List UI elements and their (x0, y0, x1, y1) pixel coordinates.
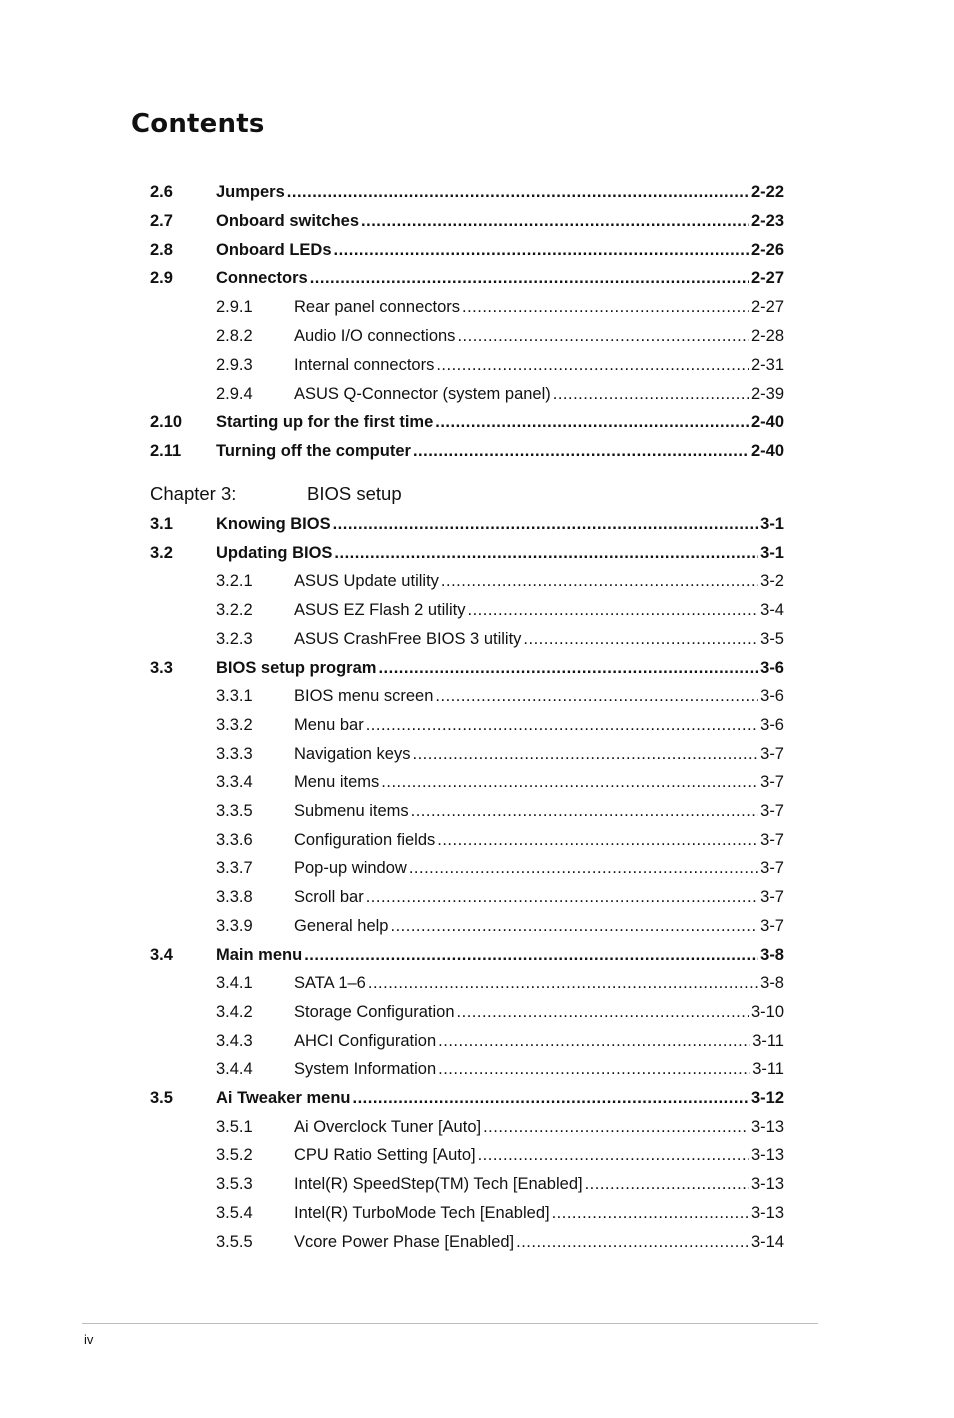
dot-leader (378, 656, 758, 680)
toc-subsection-entry[interactable] (0, 1172, 954, 1196)
toc-section-entry[interactable] (0, 266, 954, 290)
entry-line (216, 266, 784, 290)
dot-leader (585, 1172, 749, 1196)
dot-leader (438, 1057, 750, 1081)
dot-leader (435, 410, 749, 434)
dot-leader (353, 1086, 749, 1110)
toc-subsection-entry[interactable] (0, 885, 954, 909)
entry-page-number: 3-13 (750, 1203, 784, 1222)
entry-number: 3.3.3 (216, 744, 253, 763)
entry-title: Main menu (216, 945, 303, 964)
entry-title: Rear panel connectors (294, 298, 461, 317)
entry-title: Menu items (294, 773, 380, 792)
dot-leader (413, 439, 749, 463)
entry-line (294, 713, 784, 737)
dot-leader (361, 209, 749, 233)
dot-leader (457, 324, 749, 348)
entry-line (216, 439, 784, 463)
toc-subsection-entry[interactable] (0, 1057, 954, 1081)
entry-line (294, 856, 784, 880)
entry-title: System Information (294, 1060, 437, 1079)
entry-number: 3.5.5 (216, 1232, 253, 1251)
chapter-title: BIOS setup (307, 483, 402, 504)
entry-page-number: 3-13 (750, 1117, 784, 1136)
entry-number: 3.4.2 (216, 1002, 253, 1021)
entry-line (294, 353, 784, 377)
toc-subsection-entry[interactable] (0, 324, 954, 348)
entry-number: 3.4.1 (216, 974, 253, 993)
entry-line (216, 1086, 784, 1110)
toc-subsection-entry[interactable] (0, 742, 954, 766)
entry-line (294, 627, 784, 651)
entry-title: Onboard LEDs (216, 240, 332, 259)
entry-page-number: 3-6 (760, 658, 784, 677)
entry-page-number: 2-22 (750, 183, 784, 201)
entry-title: BIOS setup program (216, 658, 377, 677)
entry-title: Configuration fields (294, 830, 436, 849)
entry-line (294, 1230, 784, 1254)
dot-leader (287, 180, 749, 204)
entry-title: Updating BIOS (216, 543, 333, 562)
dot-leader (334, 238, 749, 262)
dot-leader (436, 353, 749, 377)
dot-leader (333, 512, 759, 536)
entry-title: Menu bar (294, 715, 364, 734)
toc-subsection-entry[interactable] (0, 1201, 954, 1225)
toc-subsection-entry[interactable] (0, 598, 954, 622)
dot-leader (390, 914, 758, 938)
toc-subsection-entry[interactable] (0, 627, 954, 651)
toc-section-entry[interactable] (0, 656, 954, 680)
entry-title: Starting up for the first time (216, 413, 434, 432)
dot-leader (441, 569, 758, 593)
dot-leader (334, 541, 758, 565)
toc-section-entry[interactable] (0, 1086, 954, 1110)
entry-page-number: 3-7 (760, 888, 784, 907)
entry-page-number: 3-12 (750, 1089, 784, 1107)
toc-subsection-entry[interactable] (0, 770, 954, 794)
entry-page-number: 2-31 (750, 355, 784, 374)
entry-line (216, 943, 784, 967)
entry-page-number: 3-2 (760, 572, 784, 591)
entry-title: Intel(R) TurboMode Tech [Enabled] (294, 1203, 550, 1222)
entry-page-number: 2-23 (750, 211, 784, 230)
entry-title: Audio I/O connections (294, 327, 456, 345)
dot-leader (368, 971, 758, 995)
entry-page-number: 3-7 (760, 859, 784, 878)
toc-subsection-entry[interactable] (0, 971, 954, 995)
entry-line (294, 914, 784, 938)
dot-leader (366, 885, 758, 909)
entry-number: 3.2 (150, 543, 173, 562)
entry-title: Knowing BIOS (216, 515, 331, 533)
entry-line (216, 209, 784, 233)
entry-page-number: 3-10 (750, 1002, 784, 1021)
dot-leader (438, 1029, 750, 1053)
dot-leader (462, 295, 749, 319)
entry-number: 2.10 (150, 413, 183, 432)
page-number: iv (84, 1332, 94, 1347)
footer-divider (82, 1323, 818, 1324)
toc-subsection-entry[interactable] (0, 353, 954, 377)
entry-page-number: 3-11 (752, 1060, 784, 1079)
entry-page-number: 3-1 (760, 515, 784, 533)
entry-number: 3.3.2 (216, 715, 253, 734)
dot-leader (552, 1201, 749, 1225)
toc-section-entry[interactable] (0, 541, 954, 565)
entry-line (294, 569, 784, 593)
entry-number: 3.3.1 (216, 687, 253, 706)
entry-title: ASUS Q-Connector (system panel) (294, 384, 551, 403)
entry-line (294, 1057, 784, 1081)
entry-line (294, 295, 784, 319)
entry-number: 2.9 (150, 269, 173, 288)
toc-section-entry[interactable] (0, 943, 954, 967)
entry-page-number: 3-1 (760, 543, 784, 562)
entry-line (294, 1201, 784, 1225)
toc-subsection-entry[interactable] (0, 799, 954, 823)
entry-page-number: 3-13 (750, 1146, 784, 1165)
dot-leader (412, 742, 758, 766)
entry-page-number: 3-7 (760, 744, 784, 763)
entry-title: CPU Ratio Setting [Auto] (294, 1146, 476, 1165)
entry-page-number: 3-4 (760, 601, 784, 620)
entry-title: Turning off the computer (216, 442, 411, 461)
entry-number: 3.4.3 (216, 1031, 253, 1050)
entry-title: Onboard switches (216, 211, 360, 230)
entry-number: 2.6 (150, 183, 173, 201)
entry-line (294, 885, 784, 909)
entry-title: Ai Tweaker menu (216, 1089, 351, 1107)
entry-line (294, 770, 784, 794)
entry-number: 3.2.1 (216, 572, 253, 591)
entry-page-number: 2-39 (750, 384, 784, 403)
entry-page-number: 3-13 (750, 1175, 784, 1194)
entry-title: ASUS CrashFree BIOS 3 utility (294, 629, 522, 648)
entry-title: BIOS menu screen (294, 687, 434, 706)
entry-number: 3.1 (150, 515, 173, 533)
entry-line (294, 1000, 784, 1024)
toc-subsection-entry[interactable] (0, 382, 954, 406)
entry-line (294, 742, 784, 766)
toc-subsection-entry[interactable] (0, 828, 954, 852)
entry-number: 3.3.7 (216, 859, 253, 878)
entry-title: SATA 1–6 (294, 974, 366, 993)
entry-page-number: 2-40 (750, 442, 784, 461)
entry-page-number: 3-5 (760, 629, 784, 648)
entry-page-number: 3-7 (760, 773, 784, 792)
entry-line (294, 828, 784, 852)
entry-number: 2.8 (150, 240, 173, 259)
entry-number: 3.3.9 (216, 916, 253, 935)
entry-line (216, 541, 784, 565)
entry-number: 2.7 (150, 211, 173, 230)
toc-subsection-entry[interactable] (0, 684, 954, 708)
entry-page-number: 2-27 (750, 269, 784, 288)
entry-page-number: 3-6 (760, 687, 784, 706)
entry-line (216, 512, 784, 536)
entry-title: Scroll bar (294, 888, 364, 907)
entry-title: Ai Overclock Tuner [Auto] (294, 1117, 482, 1136)
entry-line (294, 799, 784, 823)
entry-page-number: 2-27 (750, 298, 784, 317)
toc-subsection-entry[interactable] (0, 713, 954, 737)
entry-page-number: 3-6 (760, 715, 784, 734)
entry-number: 3.3.8 (216, 888, 253, 907)
entry-number: 3.5.2 (216, 1146, 253, 1165)
entry-page-number: 3-14 (750, 1232, 784, 1251)
toc-section-entry[interactable] (0, 209, 954, 233)
entry-line (294, 324, 784, 348)
dot-leader (304, 943, 758, 967)
toc-subsection-entry[interactable] (0, 295, 954, 319)
entry-page-number: 3-7 (760, 830, 784, 849)
entry-number: 3.2.2 (216, 601, 253, 620)
entry-number: 2.9.4 (216, 384, 253, 403)
entry-line (294, 684, 784, 708)
entry-line (216, 180, 784, 204)
entry-line (216, 238, 784, 262)
entry-line (294, 1143, 784, 1167)
toc-section-entry[interactable] (0, 410, 954, 434)
chapter-number: Chapter 3: (150, 483, 237, 504)
toc-subsection-entry[interactable] (0, 1000, 954, 1024)
toc-section-entry[interactable] (0, 238, 954, 262)
entry-title: Internal connectors (294, 355, 435, 374)
dot-leader (483, 1115, 749, 1139)
dot-leader (523, 627, 758, 651)
entry-number: 2.9.3 (216, 355, 253, 374)
entry-page-number: 3-8 (760, 945, 784, 964)
toc-section-entry[interactable] (0, 180, 954, 204)
entry-page-number: 3-8 (760, 974, 784, 993)
entry-page-number: 2-26 (750, 240, 784, 259)
entry-number: 2.8.2 (216, 327, 253, 345)
dot-leader (409, 856, 758, 880)
entry-page-number: 2-28 (750, 327, 784, 345)
entry-page-number: 2-40 (750, 413, 784, 432)
toc-subsection-entry[interactable] (0, 1115, 954, 1139)
dot-leader (411, 799, 759, 823)
dot-leader (310, 266, 749, 290)
toc-section-entry[interactable] (0, 512, 954, 536)
entry-line (294, 971, 784, 995)
entry-title: ASUS Update utility (294, 572, 439, 591)
entry-title: Storage Configuration (294, 1002, 455, 1021)
entry-line (294, 1172, 784, 1196)
entry-number: 2.11 (150, 442, 182, 461)
dot-leader (467, 598, 758, 622)
entry-number: 3.5.4 (216, 1203, 253, 1222)
entry-title: Submenu items (294, 802, 409, 820)
entry-number: 3.5.1 (216, 1117, 253, 1136)
entry-page-number: 3-7 (760, 802, 784, 820)
entry-title: AHCI Configuration (294, 1031, 437, 1050)
entry-line (294, 598, 784, 622)
entry-line (294, 1029, 784, 1053)
entry-number: 3.4 (150, 945, 173, 964)
entry-page-number: 3-11 (752, 1031, 784, 1050)
entry-title: Intel(R) SpeedStep(TM) Tech [Enabled] (294, 1175, 583, 1194)
entry-number: 3.3 (150, 658, 173, 677)
entry-page-number: 3-7 (760, 916, 784, 935)
toc-section-entry[interactable] (0, 439, 954, 463)
entry-number: 3.2.3 (216, 629, 253, 648)
page-title: Contents (131, 109, 265, 139)
dot-leader (381, 770, 758, 794)
toc-subsection-entry[interactable] (0, 1143, 954, 1167)
entry-number: 3.5.3 (216, 1175, 253, 1194)
entry-number: 3.3.5 (216, 802, 253, 820)
entry-line (294, 1115, 784, 1139)
entry-title: Jumpers (216, 183, 285, 201)
dot-leader (435, 684, 758, 708)
entry-title: Connectors (216, 269, 308, 288)
toc-subsection-entry[interactable] (0, 1029, 954, 1053)
entry-line (216, 656, 784, 680)
dot-leader (516, 1230, 749, 1254)
dot-leader (437, 828, 758, 852)
toc-subsection-entry[interactable] (0, 856, 954, 880)
entry-number: 3.4.4 (216, 1060, 253, 1079)
entry-title: Vcore Power Phase [Enabled] (294, 1232, 515, 1251)
entry-title: General help (294, 916, 389, 935)
entry-line (216, 410, 784, 434)
dot-leader (478, 1143, 749, 1167)
toc-subsection-entry[interactable] (0, 914, 954, 938)
toc-subsection-entry[interactable] (0, 1230, 954, 1254)
entry-title: ASUS EZ Flash 2 utility (294, 601, 466, 620)
entry-number: 3.3.6 (216, 830, 253, 849)
dot-leader (366, 713, 758, 737)
entry-number: 3.3.4 (216, 773, 253, 792)
entry-line (294, 382, 784, 406)
dot-leader (553, 382, 749, 406)
dot-leader (457, 1000, 749, 1024)
entry-title: Navigation keys (294, 744, 411, 763)
entry-number: 3.5 (150, 1089, 173, 1107)
entry-number: 2.9.1 (216, 298, 253, 317)
toc-subsection-entry[interactable] (0, 569, 954, 593)
entry-title: Pop-up window (294, 859, 407, 878)
